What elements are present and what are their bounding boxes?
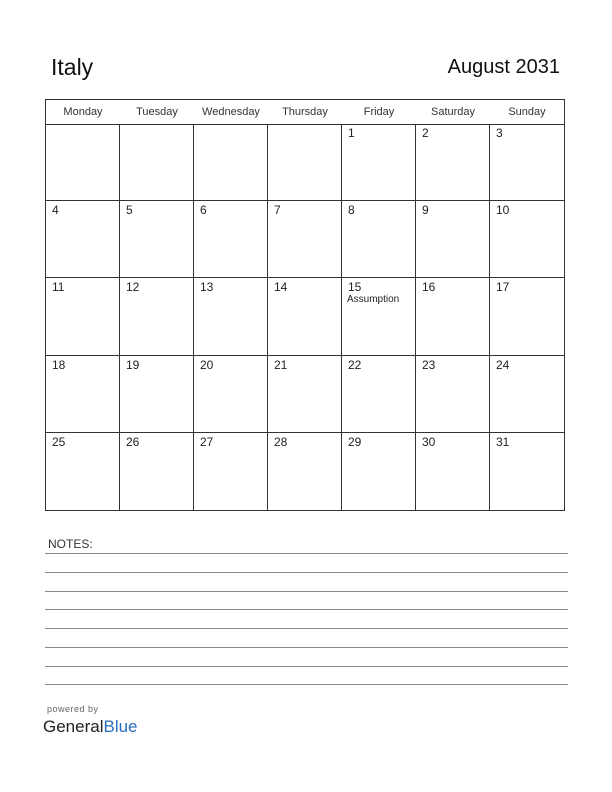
day-cell[interactable] [490, 124, 564, 201]
day-cell[interactable] [490, 278, 564, 355]
brand-name-part1: General [43, 717, 104, 736]
day-number: 21 [274, 357, 288, 372]
day-cell[interactable] [490, 433, 564, 510]
note-line[interactable] [45, 628, 568, 629]
day-cell[interactable] [194, 433, 268, 510]
brand-name-part2: Blue [103, 717, 138, 736]
weekday-header [46, 100, 564, 125]
day-cell[interactable] [194, 278, 268, 355]
day-cell[interactable] [120, 201, 194, 278]
day-number: 13 [200, 280, 214, 295]
note-line[interactable] [45, 572, 568, 573]
day-cell[interactable] [268, 124, 342, 201]
weekday-label: Saturday [430, 106, 476, 118]
brand-logo [43, 717, 138, 737]
day-number: 11 [52, 280, 65, 295]
weekday-label: Friday [363, 106, 395, 118]
day-number: 4 [52, 203, 59, 218]
day-cell[interactable] [490, 201, 564, 278]
day-cell[interactable] [120, 278, 194, 355]
day-cell[interactable] [194, 356, 268, 433]
powered-by-text: powered by [47, 704, 99, 714]
weekday-label: Monday [63, 106, 103, 118]
day-number: 25 [52, 434, 66, 449]
day-cell[interactable] [342, 278, 416, 355]
weekday-label: Thursday [282, 106, 328, 118]
country-title: Italy [51, 54, 94, 80]
day-cell[interactable] [342, 356, 416, 433]
day-cell[interactable] [194, 201, 268, 278]
day-number: 18 [52, 357, 66, 372]
day-number: 2 [422, 126, 429, 140]
day-number: 6 [200, 203, 207, 218]
day-number: 28 [274, 434, 288, 449]
weekday-label: Sunday [508, 106, 546, 118]
day-cell[interactable] [46, 433, 120, 510]
day-cell[interactable] [268, 201, 342, 278]
day-cell[interactable] [416, 278, 490, 355]
day-number: 3 [496, 126, 503, 140]
day-number: 8 [348, 203, 355, 218]
day-number: 19 [126, 357, 140, 372]
weekday-label: Tuesday [136, 106, 178, 118]
day-cell[interactable] [46, 356, 120, 433]
note-line[interactable] [45, 591, 568, 592]
note-line[interactable] [45, 553, 568, 554]
day-cell[interactable] [46, 278, 120, 355]
day-cell[interactable] [416, 124, 490, 201]
day-cell[interactable] [120, 356, 194, 433]
day-cell[interactable] [46, 124, 120, 201]
day-cell[interactable] [46, 201, 120, 278]
day-number: 7 [274, 203, 281, 218]
day-cell[interactable] [490, 356, 564, 433]
day-cell[interactable] [416, 201, 490, 278]
day-number: 16 [422, 280, 436, 295]
holiday-label: Assumption [347, 294, 400, 306]
day-number: 9 [422, 203, 429, 218]
day-cell[interactable] [342, 201, 416, 278]
day-grid [46, 124, 564, 510]
day-number: 12 [126, 280, 140, 295]
day-number: 30 [422, 434, 436, 449]
day-cell[interactable] [120, 433, 194, 510]
day-cell[interactable] [342, 124, 416, 201]
day-cell[interactable] [268, 278, 342, 355]
note-line[interactable] [45, 684, 568, 685]
day-cell[interactable] [342, 433, 416, 510]
day-number: 27 [200, 434, 214, 449]
day-number: 26 [126, 434, 140, 449]
day-cell[interactable] [120, 124, 194, 201]
calendar-grid [45, 99, 565, 511]
day-number: 24 [496, 357, 510, 372]
day-cell[interactable] [268, 356, 342, 433]
day-cell[interactable] [416, 356, 490, 433]
day-number: 1 [348, 126, 355, 140]
note-line[interactable] [45, 666, 568, 667]
day-cell[interactable] [268, 433, 342, 510]
day-number: 22 [348, 357, 362, 372]
day-cell[interactable] [194, 124, 268, 201]
day-number: 29 [348, 434, 362, 449]
day-number: 5 [126, 203, 133, 218]
day-number: 20 [200, 357, 214, 372]
day-number: 10 [496, 203, 510, 218]
notes-label: NOTES: [48, 537, 93, 551]
day-number: 17 [496, 280, 510, 295]
weekday-label: Wednesday [202, 106, 260, 118]
day-number: 15 [348, 280, 362, 295]
day-number: 23 [422, 357, 436, 372]
month-year-title: August 2031 [447, 56, 560, 78]
note-line[interactable] [45, 609, 568, 610]
day-number: 14 [274, 280, 288, 295]
note-line[interactable] [45, 647, 568, 648]
day-cell[interactable] [416, 433, 490, 510]
day-number: 31 [496, 434, 510, 449]
